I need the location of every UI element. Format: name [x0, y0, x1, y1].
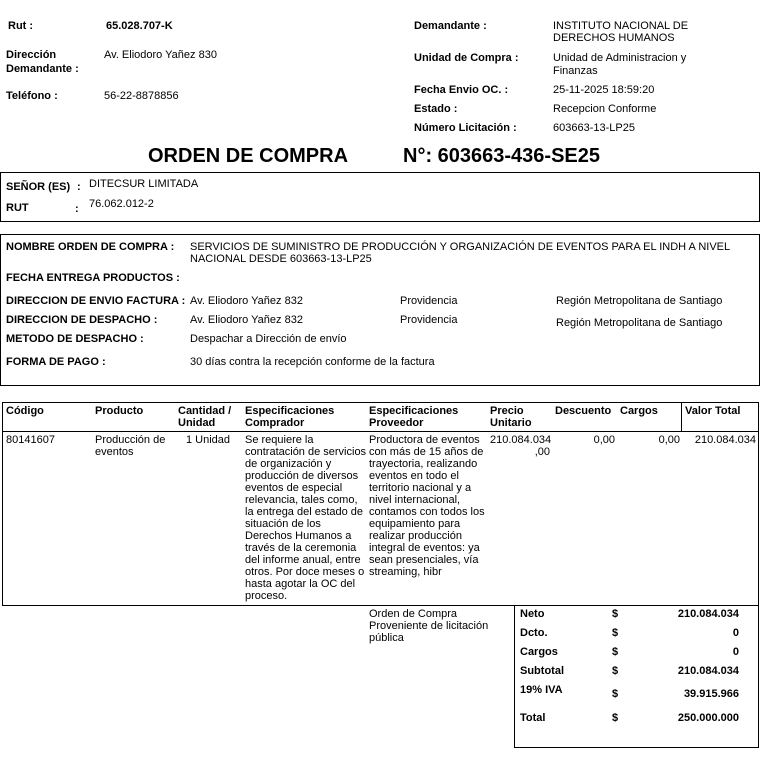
- spec-line: contamos con todos los: [369, 506, 485, 518]
- footer-note-line-2: Proveniente de licitación: [369, 620, 489, 632]
- estado-label: Estado :: [414, 103, 458, 115]
- col-esp-proveedor-header-2: Proveedor: [369, 417, 424, 429]
- items-header-divider: [2, 431, 759, 432]
- total-label-neto: Neto: [520, 608, 545, 620]
- envio-factura-direccion: Av. Eliodoro Yañez 832: [190, 295, 303, 307]
- telefono-label: Teléfono :: [6, 90, 58, 102]
- demandante-label: Demandante :: [414, 20, 487, 32]
- col-cantidad-header: Cantidad /: [178, 405, 232, 417]
- demandante-value-2: DERECHOS HUMANOS: [553, 32, 675, 44]
- spec-line: de organización y: [245, 458, 332, 470]
- item-producto: Producción de: [95, 434, 166, 446]
- spec-line: Productora de eventos: [369, 434, 480, 446]
- unidad-compra-value-2: Finanzas: [553, 65, 598, 77]
- rut-proveedor-value: 76.062.012-2: [89, 198, 154, 210]
- item-precio-2: ,00: [534, 446, 550, 458]
- spec-line: otros. Por doce meses o: [245, 566, 365, 578]
- col-valor-total-header: Valor Total: [685, 405, 741, 417]
- col-descuento-header: Descuento: [555, 405, 612, 417]
- licitacion-value: 603663-13-LP25: [553, 122, 635, 134]
- spec-line: trayectoria, realizando: [369, 458, 478, 470]
- despacho-comuna: Providencia: [400, 314, 458, 326]
- total-value-total: 250.000.000: [677, 712, 739, 724]
- spec-line: con más de 15 años de: [369, 446, 484, 458]
- envio-factura-region: Región Metropolitana de Santiago: [556, 295, 723, 307]
- total-label-cargos: Cargos: [520, 646, 558, 658]
- rut-proveedor-label: RUT: [6, 202, 29, 214]
- rut-label: Rut :: [8, 20, 34, 32]
- nombre-orden-value: SERVICIOS DE SUMINISTRO DE PRODUCCIÓN Y ORGANIZACIÓN DE EVENTOS PARA EL INDH A NIVEL: [190, 241, 731, 253]
- spec-line: integral de eventos: ya: [369, 542, 480, 554]
- total-currency-cargos: $: [612, 646, 619, 658]
- total-currency-dcto: $: [612, 627, 619, 639]
- metodo-despacho-value: Despachar a Dirección de envío: [190, 333, 347, 345]
- total-label-subtotal: Subtotal: [520, 665, 564, 677]
- unidad-compra-label: Unidad de Compra :: [414, 52, 519, 64]
- total-value-subtotal: 210.084.034: [677, 665, 739, 677]
- document-title: ORDEN DE COMPRA: [148, 145, 349, 167]
- spec-line: nivel internacional,: [369, 494, 461, 506]
- order-number: N°: 603663-436-SE25: [403, 145, 601, 167]
- direccion-label: Dirección: [6, 49, 57, 61]
- spec-line: territorio nacional y a: [369, 482, 472, 494]
- item-cantidad: 1 Unidad: [186, 434, 231, 446]
- spec-line: producción de diversos: [245, 470, 359, 482]
- spec-line: del informe anual, entre: [245, 554, 361, 566]
- forma-pago-label: FORMA DE PAGO :: [6, 356, 106, 368]
- fecha-entrega-label: FECHA ENTREGA PRODUCTOS :: [6, 272, 180, 284]
- fecha-envio-label: Fecha Envio OC. :: [414, 84, 509, 96]
- telefono-value: 56-22-8878856: [104, 90, 179, 102]
- envio-factura-comuna: Providencia: [400, 295, 458, 307]
- col-esp-comprador-header-2: Comprador: [245, 417, 305, 429]
- col-cargos-header: Cargos: [620, 405, 658, 417]
- item-descuento: 0,00: [593, 434, 615, 446]
- rut-proveedor-colon: :: [75, 203, 79, 215]
- spec-line: eventos de especial: [245, 482, 343, 494]
- item-cargos: 0,00: [658, 434, 680, 446]
- total-label-dcto: Dcto.: [520, 627, 548, 639]
- spec-line: hasta agotar la OC del: [245, 578, 356, 590]
- spec-line: sean presenciales, vía: [369, 554, 479, 566]
- item-codigo: 80141607: [6, 434, 55, 446]
- senor-label: SEÑOR (ES): [6, 181, 71, 193]
- total-currency-total: $: [612, 712, 619, 724]
- total-currency-iva: $: [612, 688, 619, 700]
- item-precio: 210.084.034: [490, 434, 552, 446]
- spec-line: situación de los: [245, 518, 321, 530]
- demandante-value: INSTITUTO NACIONAL DE: [553, 20, 689, 32]
- spec-line: realizar producción: [369, 530, 462, 542]
- spec-line: través de la ceremonia: [245, 542, 357, 554]
- envio-factura-label: DIRECCION DE ENVIO FACTURA :: [6, 295, 186, 307]
- col-esp-proveedor-header: Especificaciones: [369, 405, 459, 417]
- col-codigo-header: Código: [6, 405, 44, 417]
- item-valor-total: 210.084.034: [694, 434, 756, 446]
- rut-value: 65.028.707-K: [106, 20, 173, 32]
- direccion-value: Av. Eliodoro Yañez 830: [104, 49, 217, 61]
- senor-value: DITECSUR LIMITADA: [89, 178, 199, 190]
- spec-line: Se requiere la: [245, 434, 314, 446]
- item-esp-comprador: [245, 434, 367, 602]
- total-value-dcto: 0: [732, 627, 739, 639]
- total-value-cargos: 0: [732, 646, 739, 658]
- estado-value: Recepcion Conforme: [553, 103, 657, 115]
- col-esp-comprador-header: Especificaciones: [245, 405, 335, 417]
- footer-note-line-3: pública: [369, 632, 404, 644]
- total-value-iva: 39.915.966: [683, 688, 739, 700]
- spec-line: contratación de servicios: [245, 446, 367, 458]
- direccion-label-2: Demandante :: [6, 63, 79, 75]
- col-precio-header: Precio: [490, 405, 524, 417]
- item-producto-2: eventos: [95, 446, 134, 458]
- nombre-orden-label: NOMBRE ORDEN DE COMPRA :: [6, 241, 175, 253]
- total-label-iva: 19% IVA: [520, 684, 563, 696]
- col-precio-header-2: Unitario: [490, 417, 532, 429]
- total-currency-subtotal: $: [612, 665, 619, 677]
- spec-line: la entrega del estado de: [245, 506, 364, 518]
- footer-note-line-1: Orden de Compra: [369, 608, 458, 620]
- spec-line: proceso.: [245, 590, 288, 602]
- unidad-compra-value: Unidad de Administracion y: [553, 52, 687, 64]
- nombre-orden-value-2: NACIONAL DESDE 603663-13-LP25: [190, 253, 372, 265]
- licitacion-label: Número Licitación :: [414, 122, 517, 134]
- col-producto-header: Producto: [95, 405, 144, 417]
- forma-pago-value: 30 días contra la recepción conforme de la factura: [190, 356, 435, 368]
- spec-line: Derechos Humanos a: [245, 530, 352, 542]
- despacho-direccion: Av. Eliodoro Yañez 832: [190, 314, 303, 326]
- fecha-envio-value: 25-11-2025 18:59:20: [553, 84, 655, 96]
- despacho-region: Región Metropolitana de Santiago: [556, 317, 723, 329]
- col-cantidad-header-2: Unidad: [178, 417, 216, 429]
- valor-total-divider: [681, 402, 682, 432]
- total-currency-neto: $: [612, 608, 619, 620]
- spec-line: eventos en todo el: [369, 470, 459, 482]
- senor-colon: :: [77, 181, 81, 193]
- item-esp-proveedor: [369, 434, 489, 578]
- despacho-label: DIRECCION DE DESPACHO :: [6, 314, 158, 326]
- total-value-neto: 210.084.034: [677, 608, 739, 620]
- spec-line: relevancia, tales como,: [245, 494, 358, 506]
- metodo-despacho-label: METODO DE DESPACHO :: [6, 333, 144, 345]
- spec-line: equipamiento para: [369, 518, 461, 530]
- total-label-total: Total: [520, 712, 546, 724]
- spec-line: streaming, hibr: [369, 566, 442, 578]
